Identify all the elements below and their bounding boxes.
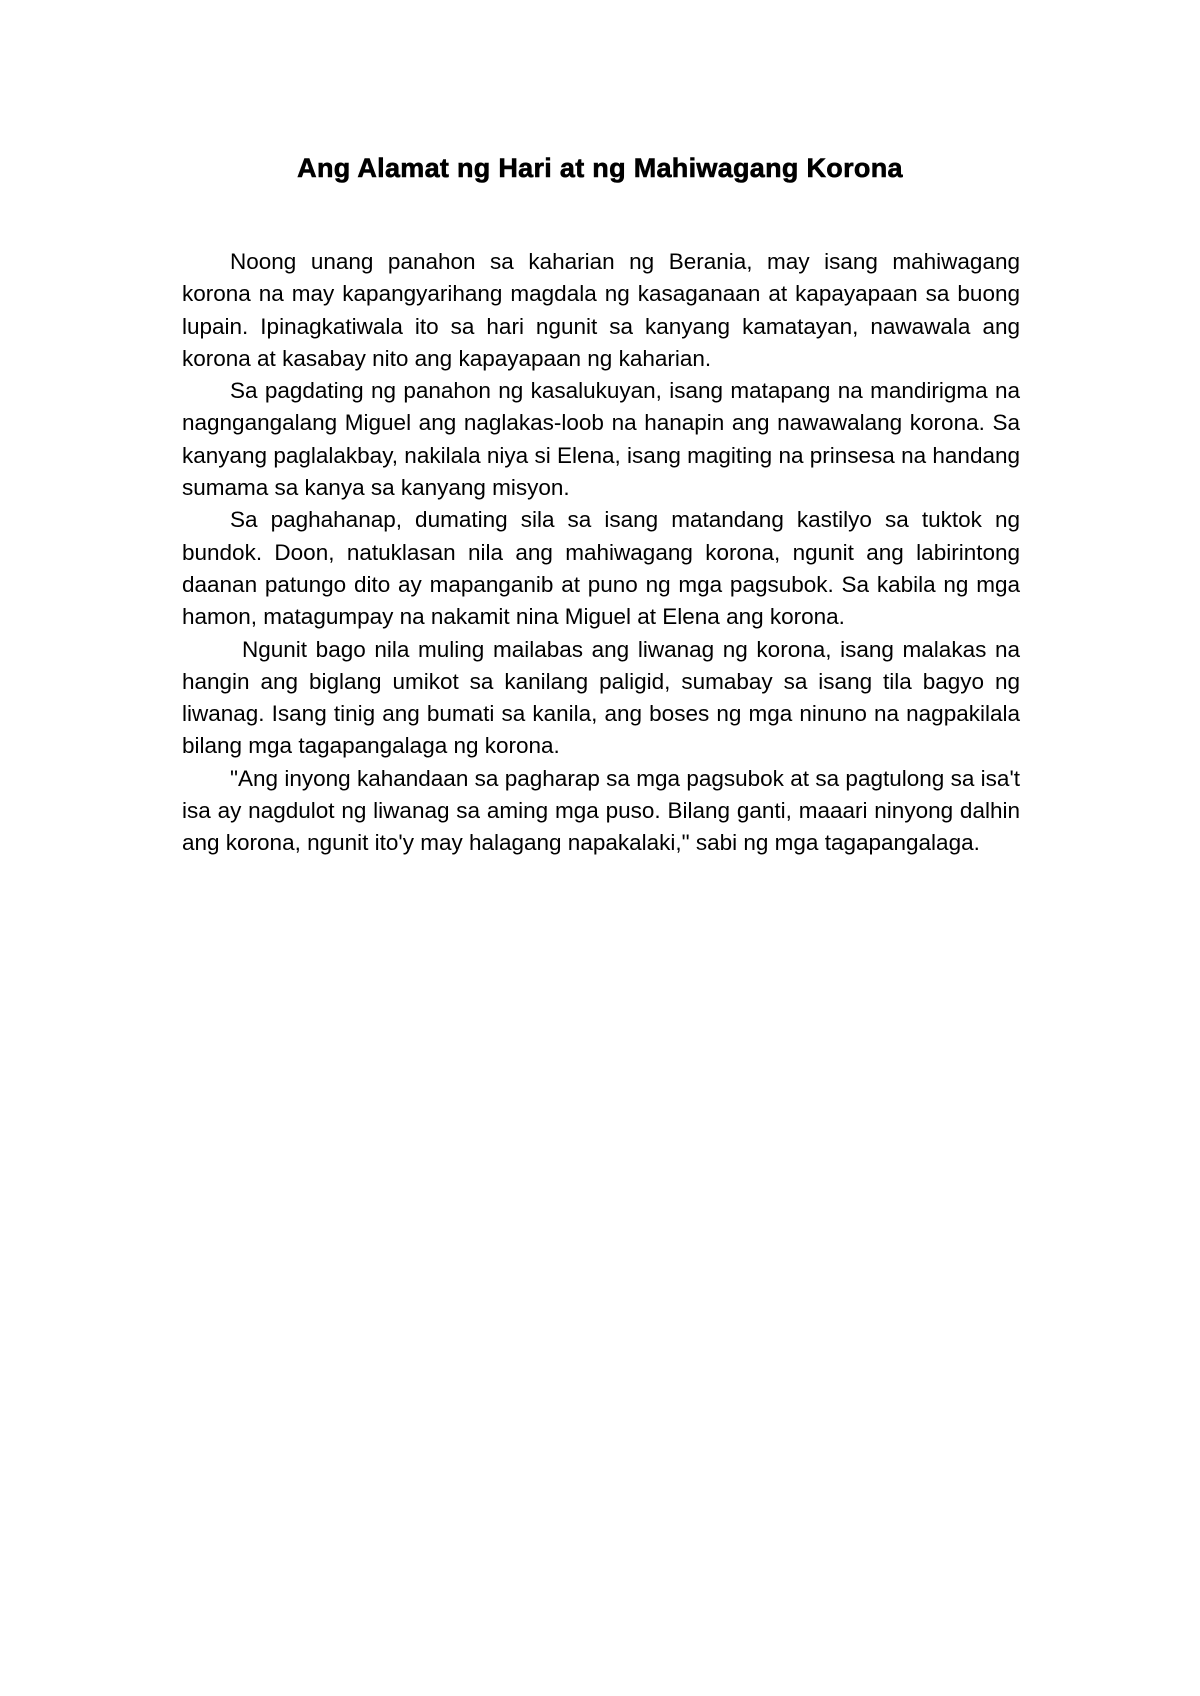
document-body [182, 246, 1020, 860]
document-title: Ang Alamat ng Hari at ng Mahiwagang Korona [297, 153, 903, 183]
paragraph-5: "Ang inyong kahandaan sa pagharap sa mga pagsubok at sa pagtulong sa isa't isa ay nagdulot ng liwanag sa aming mga puso. Bilang ganti, maaari ninyong dalhin ang korona, ngunit ito'y may halagang napakalaki," sabi ng mga tagapangalaga. [182, 765, 1020, 856]
paragraph-3: Sa paghahanap, dumating sila sa isang matandang kastilyo sa tuktok ng bundok. Doon, natuklasan nila ang mahiwagang korona, ngunit ang labirintong daanan patungo dito ay mapanganib at puno ng mga pagsubok. Sa kabila ng mga hamon, matagumpay na nakamit nina Miguel at Elena ang korona. [182, 507, 1020, 630]
paragraph-2: Sa pagdating ng panahon ng kasalukuyan, isang matapang na mandirigma na nagngangalang Miguel ang naglakas-loob na hanapin ang nawawalang korona. Sa kanyang paglalakbay, nakilala niya si Elena, isang magiting na prinsesa na handang sumama sa kanya sa kanyang misyon. [182, 378, 1020, 501]
paragraph-1: Noong unang panahon sa kaharian ng Berania, may isang mahiwagang korona na may kapangyarihang magdala ng kasaganaan at kapayapaan sa buong lupain. Ipinagkatiwala ito sa hari ngunit sa kanyang kamatayan, nawawala ang korona at kasabay nito ang kapayapaan ng kaharian. [182, 249, 1020, 371]
paragraph-4: Ngunit bago nila muling mailabas ang liwanag ng korona, isang malakas na hangin ang biglang umikot sa kanilang paligid, sumabay sa isang tila bagyo ng liwanag. Isang tinig ang bumati sa kanila, ang boses ng mga ninuno na nagpakilala bilang mga tagapangalaga ng korona. [182, 636, 1020, 759]
